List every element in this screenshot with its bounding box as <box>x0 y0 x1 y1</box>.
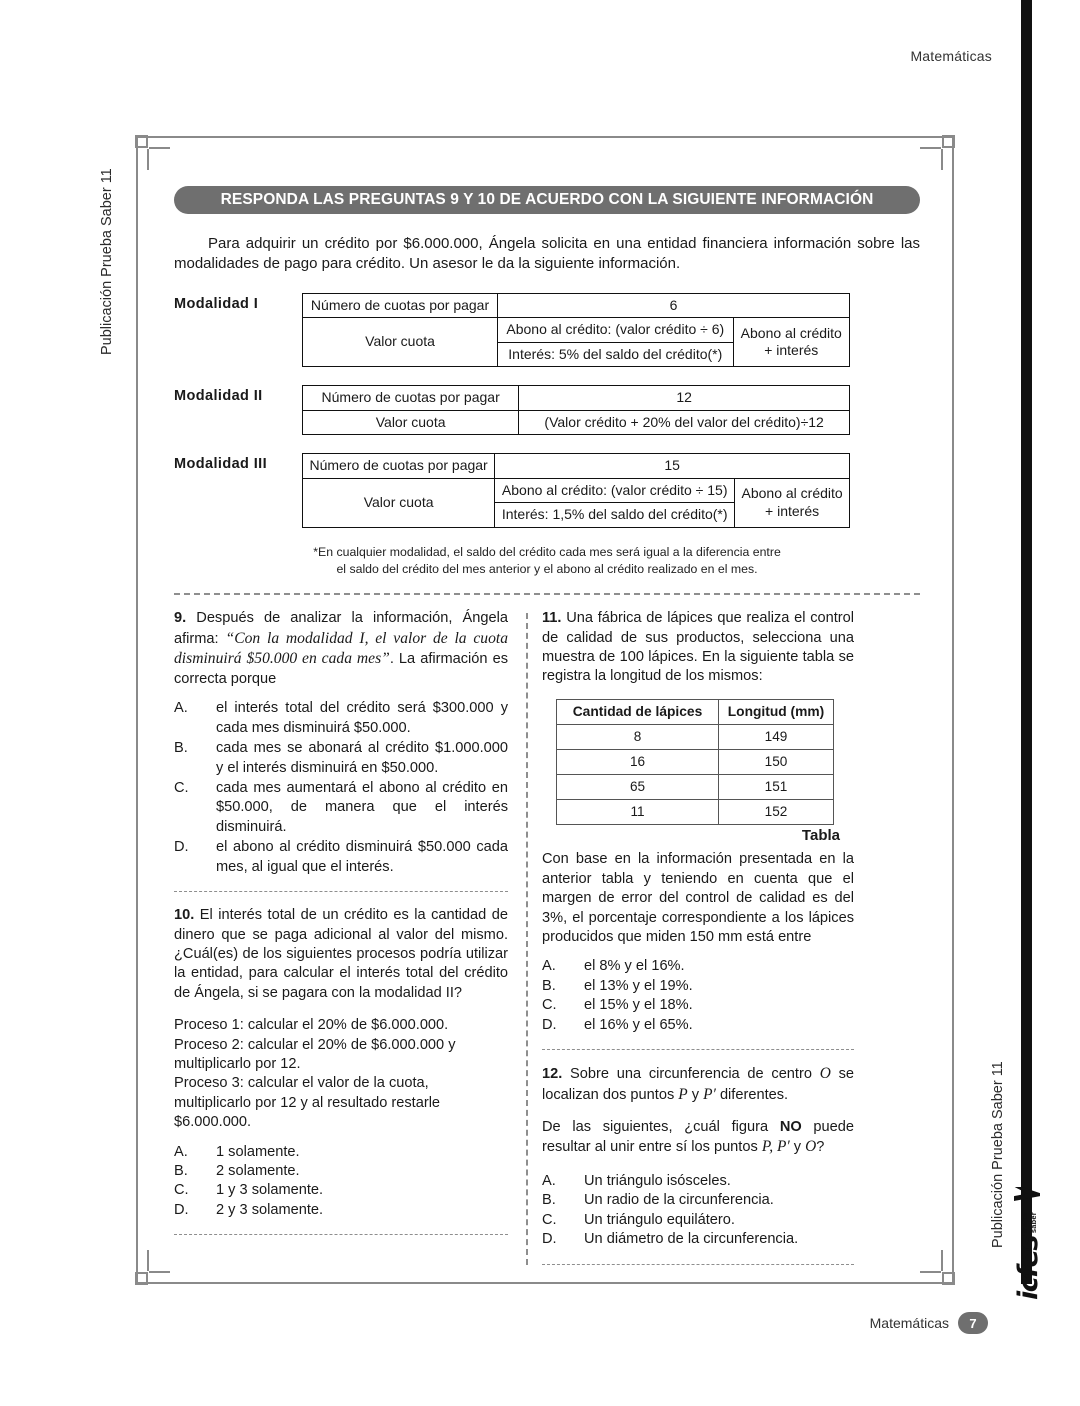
option-a[interactable] <box>542 957 854 976</box>
option-d-text: 2 y 3 solamente. <box>216 1201 324 1218</box>
question-12-var-o2: O <box>805 1138 817 1156</box>
modalidad-3-total <box>735 478 850 527</box>
cell-longitud-1: 149 <box>719 725 834 750</box>
option-a-letter: A. <box>542 958 556 975</box>
cell-cantidad-3: 65 <box>557 775 719 800</box>
question-12-stem-a: Sobre una circunferencia de centro <box>570 1066 820 1083</box>
divider-q11-q12 <box>542 1049 854 1050</box>
option-b[interactable] <box>174 739 508 778</box>
content-body <box>174 186 920 1265</box>
divider-q9-q10 <box>174 891 508 892</box>
modalidad-2-valor-label: Valor cuota <box>303 410 519 435</box>
question-10-number: 10. <box>174 907 195 924</box>
question-12-var-o: O <box>819 1065 831 1083</box>
question-12-no-emphasis: NO <box>779 1119 802 1135</box>
option-a-letter: A. <box>174 700 188 717</box>
modalidad-3-valor-label: Valor cuota <box>303 478 495 527</box>
cell-cantidad-2: 16 <box>557 750 719 775</box>
question-12 <box>542 1064 854 1249</box>
option-b-text: cada mes se abonará al crédito $1.000.000 y el interés disminuirá en $50.000. <box>216 740 508 776</box>
question-11-options <box>542 957 854 1035</box>
table-row <box>303 410 850 435</box>
question-10-procesos <box>174 1016 508 1132</box>
question-9-stem-part2: . La afirmación es correcta porque <box>174 651 508 688</box>
page-footer <box>0 1312 1080 1334</box>
right-column <box>514 609 854 1264</box>
question-12-q-c: y <box>789 1139 806 1156</box>
table-header-row <box>557 699 834 724</box>
corner-ornament-top-right <box>920 136 954 170</box>
option-c-letter: C. <box>174 1182 189 1199</box>
icfes-logo <box>1013 1187 1045 1300</box>
option-b-letter: B. <box>542 977 556 994</box>
modalidad-3-interes: Interés: 1,5% del saldo del crédito(*) <box>495 503 735 528</box>
icfes-logo-tagline: mejor saber <box>1020 1211 1038 1234</box>
modalidad-1-total-line2: + interés <box>764 342 819 358</box>
modalidad-2-cuotas-label: Número de cuotas por pagar <box>303 386 519 411</box>
option-c-text: el 15% y el 18%. <box>584 997 693 1014</box>
footer-subject: Matemáticas <box>869 1315 949 1331</box>
modalidad-1-cuotas-label: Número de cuotas por pagar <box>303 293 498 318</box>
modalidad-2-table <box>302 385 850 435</box>
option-c-letter: C. <box>174 780 189 797</box>
option-a-text: 1 solamente. <box>216 1143 300 1160</box>
modalidad-1-block <box>174 293 920 368</box>
option-b-text: Un radio de la circunferencia. <box>584 1192 774 1209</box>
option-a-letter: A. <box>174 1143 188 1160</box>
question-11-stem <box>542 609 854 687</box>
modalidad-1-label: Modalidad I <box>174 295 259 312</box>
question-12-options <box>542 1172 854 1250</box>
modalidad-1-interes: Interés: 5% del saldo del crédito(*) <box>498 342 733 367</box>
modalidad-3-table <box>302 453 850 528</box>
pencils-data-table <box>556 699 834 826</box>
modalidad-1-valor-label: Valor cuota <box>303 318 498 367</box>
question-12-stem-d: diferentes. <box>715 1086 789 1103</box>
modalidad-1-abono: Abono al crédito: (valor crédito ÷ 6) <box>498 318 733 343</box>
table-row <box>303 454 850 479</box>
option-b-text: el 13% y el 19%. <box>584 977 693 994</box>
table-row <box>303 293 850 318</box>
modalidad-3-abono: Abono al crédito: (valor crédito ÷ 15) <box>495 478 735 503</box>
icfes-logo-wordmark: icfes <box>1013 1236 1045 1300</box>
intro-paragraph: Para adquirir un crédito por $6.000.000, Ángela solicita en una entidad financiera información sobre las modalidades de pago para crédito. Un asesor le da la siguiente información. <box>174 235 920 273</box>
option-d[interactable] <box>542 1230 854 1249</box>
modalidad-1-total <box>733 318 850 367</box>
option-c[interactable] <box>174 779 508 837</box>
question-12-q-d: ? <box>816 1139 825 1156</box>
divider-below-q12 <box>542 1264 854 1265</box>
modalidad-2-valor-value: (Valor crédito + 20% del valor del crédito)÷12 <box>519 410 850 435</box>
question-12-q-a: De las siguientes, ¿cuál figura <box>542 1119 780 1135</box>
modalidad-3-label: Modalidad III <box>174 456 268 472</box>
option-d-letter: D. <box>174 1201 189 1218</box>
question-11 <box>542 609 854 1035</box>
modalidad-1-total-line1: Abono al crédito <box>740 324 842 341</box>
instruction-banner: RESPONDA LAS PREGUNTAS 9 Y 10 DE ACUERDO CON LA SIGUIENTE INFORMACIÓN <box>174 186 920 214</box>
corner-ornament-top-left <box>136 136 170 170</box>
question-12-q-b: puede resultar al unir entre sí los puntos <box>542 1119 855 1156</box>
table-row <box>303 386 850 411</box>
option-c[interactable] <box>542 1211 854 1230</box>
corner-ornament-bottom-left <box>136 1250 170 1284</box>
option-c-letter: C. <box>542 997 557 1014</box>
option-b[interactable] <box>542 1191 854 1210</box>
table-row <box>557 750 834 775</box>
question-9-number: 9. <box>174 610 187 627</box>
question-12-var-p: P <box>678 1085 688 1103</box>
option-d-letter: D. <box>542 1231 557 1248</box>
option-d-text: el abono al crédito disminuirá $50.000 cada mes, al igual que el interés. <box>216 839 508 875</box>
option-d[interactable] <box>174 1201 508 1220</box>
option-c-letter: C. <box>542 1211 557 1228</box>
option-b-letter: B. <box>174 740 188 757</box>
option-d[interactable] <box>542 1016 854 1035</box>
option-a[interactable] <box>174 1143 508 1162</box>
modalidad-3-cuotas-value: 15 <box>495 454 850 479</box>
option-d[interactable] <box>174 838 508 877</box>
cell-cantidad-1: 8 <box>557 725 719 750</box>
option-c-text: 1 y 3 solamente. <box>216 1182 324 1199</box>
table-row <box>557 800 834 825</box>
question-12-stem-b: se localizan dos puntos <box>542 1066 854 1103</box>
modalidad-1-table <box>302 293 850 368</box>
divider-above-questions <box>174 593 920 595</box>
option-c-text: cada mes aumentará el abono al crédito en $50.000, de manera que el interés disminuirá. <box>216 780 508 835</box>
footnote-line-2: el saldo del crédito del mes anterior y el abono al crédito realizado en el mes. <box>336 562 758 577</box>
modalidad-2-block <box>174 385 920 435</box>
question-11-stem-text: Una fábrica de lápices que realiza el control de calidad de sus productos, selecciona una muestra de 100 lápices. En la siguiente tabla se registra la longitud de los mismos: <box>542 610 854 685</box>
question-12-stem <box>542 1064 854 1105</box>
question-10-stem-text: El interés total de un crédito es la cantidad de dinero que se paga adicional al valor del mismo. ¿Cuál(es) de los siguientes procesos podría utilizar la entidad, para calcular el interés total del crédito de Ángela, si se pagara con la modalidad II? <box>174 907 508 1001</box>
modalidad-3-total-line2: + interés <box>765 502 820 519</box>
side-label-left: Publicación Prueba Saber 11 <box>99 168 115 355</box>
cell-cantidad-4: 11 <box>557 800 719 825</box>
option-c[interactable] <box>542 996 854 1015</box>
side-label-right: Publicación Prueba Saber 11 <box>990 1061 1006 1248</box>
divider-below-q10 <box>174 1234 508 1235</box>
option-d-text: Un diámetro de la circunferencia. <box>584 1231 799 1248</box>
modalidad-3-cuotas-label: Número de cuotas por pagar <box>303 454 495 479</box>
modalidad-2-cuotas-value: 12 <box>519 386 850 411</box>
option-d-text: el 16% y el 65%. <box>584 1016 693 1033</box>
cell-longitud-4: 152 <box>719 800 834 825</box>
option-a-text: el 8% y el 16%. <box>584 958 685 975</box>
question-9-stem-part1: Después de analizar la información, Ángela afirma: <box>174 610 509 647</box>
question-12-stem-c: y <box>687 1086 704 1103</box>
icfes-check-icon <box>1014 1187 1040 1201</box>
proceso-1: Proceso 1: calcular el 20% de $6.000.000. <box>174 1017 449 1034</box>
question-9-options <box>174 699 508 877</box>
option-a-letter: A. <box>542 1172 556 1189</box>
question-10-options <box>174 1143 508 1221</box>
modalidad-3-block <box>174 453 920 528</box>
modalidades-footnote <box>174 544 920 580</box>
corner-ornament-bottom-right <box>920 1250 954 1284</box>
question-10-stem <box>174 906 508 1003</box>
table-row <box>303 318 850 343</box>
question-10 <box>174 906 508 1220</box>
table-row <box>557 725 834 750</box>
question-9-stem <box>174 609 508 689</box>
option-a[interactable] <box>542 1172 854 1191</box>
option-b-letter: B. <box>174 1162 188 1179</box>
question-9-quote: “Con la modalidad I, el valor de la cuota disminuirá $50.000 en cada mes” <box>174 629 509 668</box>
column-header-longitud: Longitud (mm) <box>719 699 834 724</box>
question-12-number: 12. <box>542 1066 563 1083</box>
modalidad-1-cuotas-value: 6 <box>498 293 850 318</box>
option-b-letter: B. <box>542 1192 556 1209</box>
option-c[interactable] <box>174 1181 508 1200</box>
content-frame <box>136 136 954 1284</box>
page-number-badge: 7 <box>958 1312 988 1334</box>
question-9 <box>174 609 508 877</box>
table-row <box>303 478 850 503</box>
table-row <box>557 775 834 800</box>
header-subject: Matemáticas <box>910 48 992 64</box>
option-b-text: 2 solamente. <box>216 1162 300 1179</box>
modalidad-2-label: Modalidad II <box>174 388 263 404</box>
option-d-letter: D. <box>174 839 189 856</box>
option-b[interactable] <box>542 977 854 996</box>
proceso-3: Proceso 3: calcular el valor de la cuota, multiplicarlo por 12 y al resultado restarle $6.000.000. <box>174 1075 441 1131</box>
questions-columns <box>174 609 920 1264</box>
column-header-cantidad: Cantidad de lápices <box>557 699 719 724</box>
option-a-text: el interés total del crédito será $300.000 y cada mes disminuirá $50.000. <box>216 700 508 736</box>
footnote-line-1: *En cualquier modalidad, el saldo del crédito cada mes será igual a la diferencia entre <box>313 544 781 559</box>
option-d-letter: D. <box>542 1016 557 1033</box>
question-11-followup: Con base en la información presentada en la anterior tabla y teniendo en cuenta que el margen de error del control de calidad es del 3%, el porcentaje correspondiente a los lápices producidos que miden 150 mm está entre <box>542 851 854 945</box>
option-b[interactable] <box>174 1162 508 1181</box>
table-caption: Tabla <box>801 827 840 845</box>
option-c-text: Un triángulo equilátero. <box>584 1211 735 1228</box>
column-divider <box>526 613 528 1264</box>
left-column <box>174 609 514 1264</box>
cell-longitud-2: 150 <box>719 750 834 775</box>
question-12-points: P, P′ <box>761 1138 790 1156</box>
option-a-text: Un triángulo isósceles. <box>584 1172 731 1189</box>
question-12-prompt <box>542 1118 854 1158</box>
page-spine <box>1021 0 1032 1284</box>
option-a[interactable] <box>174 699 508 738</box>
question-11-number: 11. <box>542 610 562 627</box>
question-12-var-p-prime: P′ <box>703 1085 716 1103</box>
proceso-2: Proceso 2: calcular el 20% de $6.000.000 y multiplicarlo por 12. <box>174 1036 456 1072</box>
modalidad-3-total-line1: Abono al crédito <box>741 485 843 501</box>
cell-longitud-3: 151 <box>719 775 834 800</box>
